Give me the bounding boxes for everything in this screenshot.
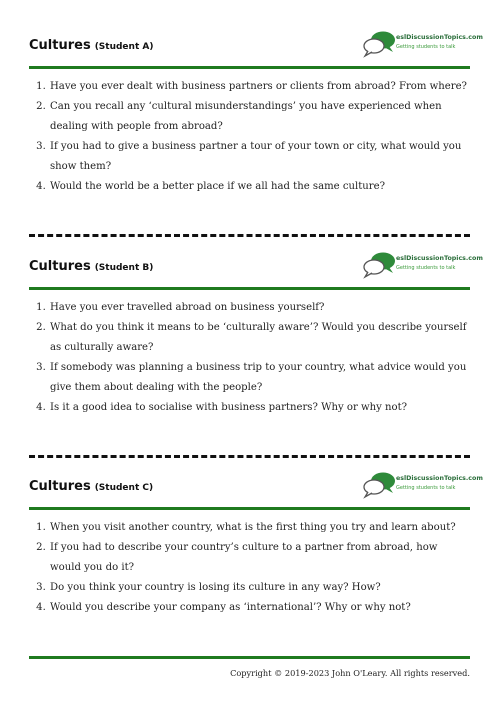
question-item: 4. Would you describe your company as ‘international’? Why or why not? [49, 598, 470, 618]
copyright-text: Copyright © 2019-2023 John O'Leary. All rights reserved. [230, 668, 470, 678]
section-rule [29, 507, 470, 510]
section-header [29, 471, 483, 507]
logo-site-name: eslDiscussionTopics.com [396, 34, 483, 41]
title-text: Cultures [29, 259, 91, 274]
student-label: (Student C) [94, 483, 154, 493]
question-item: 3. If somebody was planning a business trip to your country, what advice would you give them about dealing with the people? [49, 358, 470, 398]
question-list [29, 298, 470, 418]
section-title [29, 259, 153, 274]
section-student-c [29, 471, 483, 618]
question-item: 4. Is it a good idea to socialise with business partners? Why or why not? [49, 398, 470, 418]
question-item: 2. Can you recall any ‘cultural misunderstandings’ you have experienced when dealing with people from abroad? [49, 97, 470, 137]
student-label: (Student B) [94, 263, 154, 273]
question-item: 1. Have you ever dealt with business partners or clients from abroad? From where? [49, 77, 470, 97]
question-item: 3. Do you think your country is losing its culture in any way? How? [49, 578, 470, 598]
question-item: 1. When you visit another country, what is the first thing you try and learn about? [49, 518, 470, 538]
question-item: 3. If you had to give a business partner a tour of your town or city, what would you show them? [49, 137, 470, 177]
question-list [29, 518, 470, 618]
section-rule [29, 287, 470, 290]
logo-site-name: eslDiscussionTopics.com [396, 475, 483, 482]
logo-site-name: eslDiscussionTopics.com [396, 255, 483, 262]
question-item: 2. If you had to describe your country’s culture to a partner from abroad, how would you do it? [49, 538, 470, 578]
logo [362, 30, 483, 60]
speech-bubbles-icon [362, 471, 396, 499]
question-list [29, 77, 470, 197]
speech-bubbles-icon [362, 30, 396, 58]
question-item: 4. Would the world be a better place if we all had the same culture? [49, 177, 470, 197]
section-title [29, 479, 153, 494]
logo-tagline: Getting students to talk [396, 485, 456, 491]
student-label: (Student A) [94, 42, 154, 52]
section-rule [29, 66, 470, 69]
speech-bubbles-icon [362, 251, 396, 279]
question-item: 2. What do you think it means to be ‘culturally aware’? Would you describe yourself as culturally aware? [49, 318, 470, 358]
section-title [29, 38, 153, 53]
title-text: Cultures [29, 38, 91, 53]
logo-tagline: Getting students to talk [396, 265, 456, 271]
question-item: 1. Have you ever travelled abroad on business yourself? [49, 298, 470, 318]
logo [362, 251, 483, 281]
section-student-a [29, 30, 483, 197]
dashed-cut-line [29, 455, 470, 458]
section-header [29, 30, 483, 66]
footer-rule [29, 656, 470, 659]
section-header [29, 251, 483, 287]
logo-tagline: Getting students to talk [396, 44, 456, 50]
dashed-cut-line [29, 234, 470, 237]
logo [362, 471, 483, 501]
title-text: Cultures [29, 479, 91, 494]
section-student-b [29, 251, 483, 418]
